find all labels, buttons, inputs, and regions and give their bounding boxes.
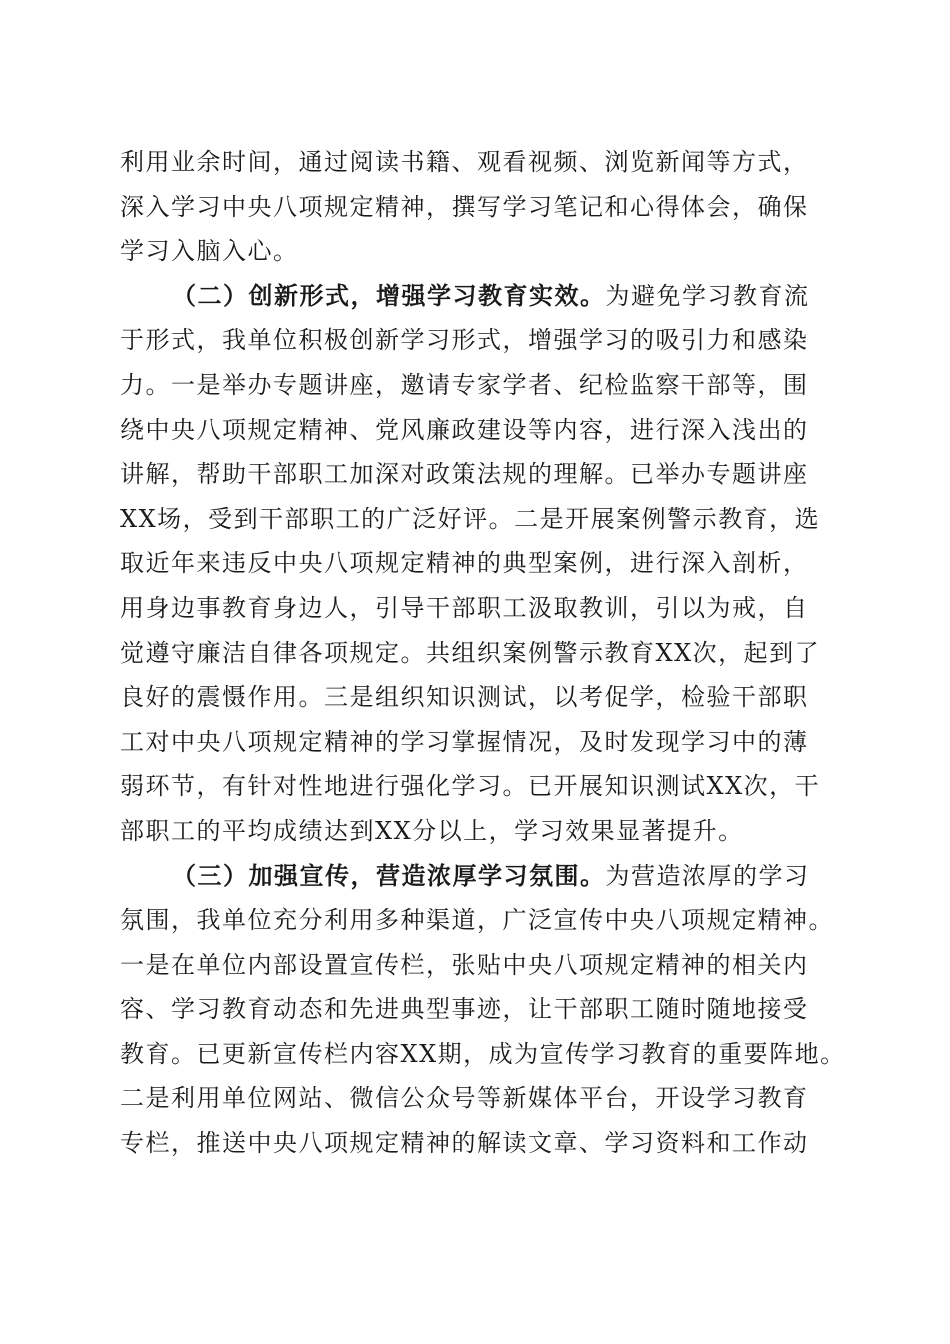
body-line: 力。一是举办专题讲座，邀请专家学者、纪检监察干部等，围	[120, 370, 809, 399]
body-line: 于形式，我单位积极创新学习形式，增强学习的吸引力和感染	[120, 326, 809, 355]
body-line: 弱环节，有针对性地进行强化学习。已开展知识测试XX次，干	[120, 772, 821, 801]
body-line: 学习入脑入心。	[120, 237, 299, 266]
document-body	[120, 140, 846, 1166]
section-2-first-line	[120, 274, 840, 319]
body-line: 用身边事教育身边人，引导干部职工汲取教训，引以为戒，自	[120, 593, 809, 622]
body-line: 一是在单位内部设置宣传栏，张贴中央八项规定精神的相关内	[120, 950, 809, 979]
body-line: 教育。已更新宣传栏内容XX期，成为宣传学习教育的重要阵地。	[120, 1039, 846, 1068]
body-line: 二是利用单位网站、微信公众号等新媒体平台，开设学习教育	[120, 1084, 809, 1113]
body-line: 氛围，我单位充分利用多种渠道，广泛宣传中央八项规定精神。	[120, 906, 834, 935]
body-line: 讲解，帮助干部职工加深对政策法规的理解。已举办专题讲座	[120, 460, 809, 489]
section-3-first-line	[120, 854, 840, 899]
body-line: 专栏，推送中央八项规定精神的解读文章、学习资料和工作动	[120, 1129, 809, 1158]
section-2-lead-text: 为避免学习教育流	[605, 281, 810, 310]
body-line: 深入学习中央八项规定精神，撰写学习笔记和心得体会，确保	[120, 192, 809, 221]
body-line: 工对中央八项规定精神的学习掌握情况，及时发现学习中的薄	[120, 727, 809, 756]
body-line: XX场，受到干部职工的广泛好评。二是开展案例警示教育，选	[120, 504, 821, 533]
body-line: 绕中央八项规定精神、党风廉政建设等内容，进行深入浅出的	[120, 415, 809, 444]
section-3-lead-text: 为营造浓厚的学习	[605, 861, 810, 890]
section-2-heading: （二）创新形式，增强学习教育实效。	[172, 280, 606, 310]
body-line: 取近年来违反中央八项规定精神的典型案例，进行深入剖析，	[120, 549, 809, 578]
body-line: 觉遵守廉洁自律各项规定。共组织案例警示教育XX次，起到了	[120, 638, 821, 667]
body-line: 容、学习教育动态和先进典型事迹，让干部职工随时随地接受	[120, 995, 809, 1024]
body-line: 利用业余时间，通过阅读书籍、观看视频、浏览新闻等方式，	[120, 148, 809, 176]
section-3-heading: （三）加强宣传，营造浓厚学习氛围。	[172, 860, 606, 890]
body-line: 部职工的平均成绩达到XX分以上，学习效果显著提升。	[120, 816, 744, 845]
body-line: 良好的震慑作用。三是组织知识测试，以考促学，检验干部职	[120, 683, 809, 712]
